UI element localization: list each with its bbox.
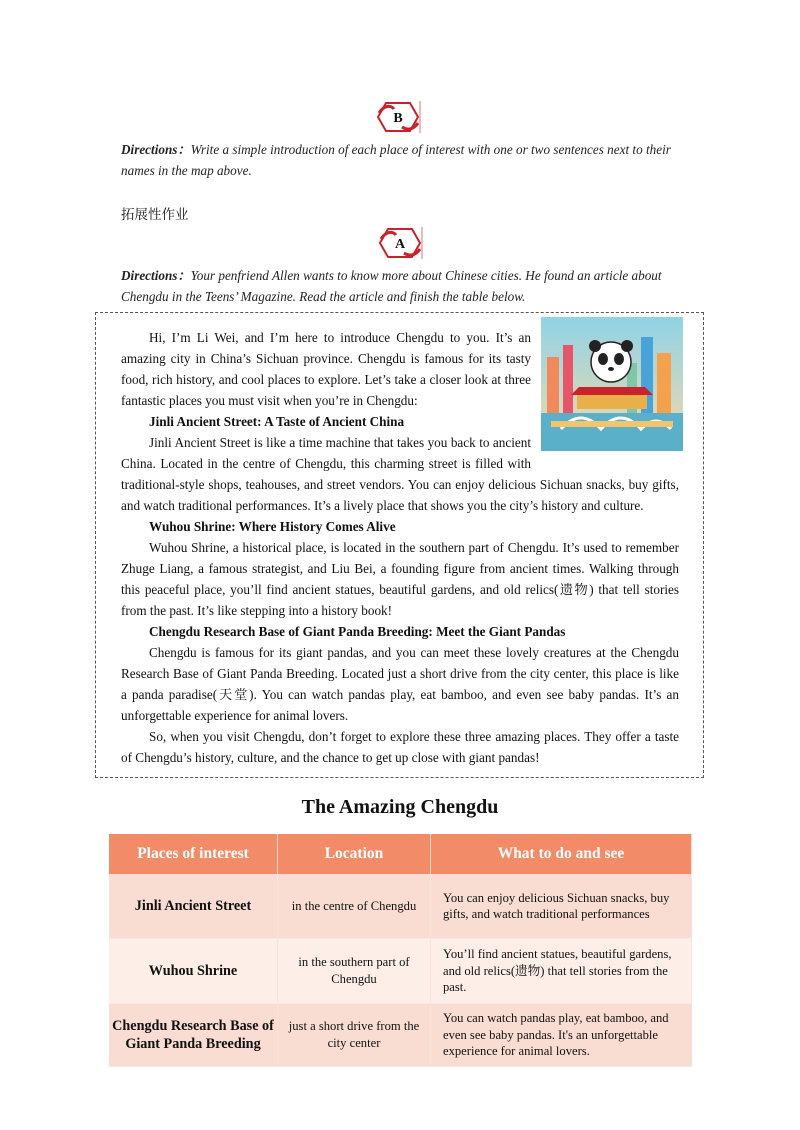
table-header-row bbox=[109, 834, 692, 874]
directions-b-text: Write a simple introduction of each place of interest with one or two sentences next to their names in the map above. bbox=[121, 142, 671, 178]
article bbox=[121, 327, 679, 768]
todo-cell: You’ll find ancient statues, beautiful gardens, and old relics(遗物) that tell stories from the past. bbox=[431, 939, 692, 1004]
place-cell: Wuhou Shrine bbox=[109, 939, 278, 1004]
location-cell: in the centre of Chengdu bbox=[278, 874, 431, 939]
info-table bbox=[109, 834, 692, 1067]
header-places: Places of interest bbox=[109, 834, 278, 874]
location-cell: just a short drive from the city center bbox=[278, 1004, 431, 1067]
directions-a bbox=[121, 265, 681, 307]
article-heading-jinli: Jinli Ancient Street: A Taste of Ancient China bbox=[149, 414, 405, 429]
directions-a-label: Directions： bbox=[121, 268, 191, 283]
badge-letter-b: B bbox=[393, 111, 403, 126]
article-heading-panda: Chengdu Research Base of Giant Panda Breeding: Meet the Giant Pandas bbox=[149, 624, 566, 639]
article-jinli: Jinli Ancient Street is like a time machine that takes you back to ancient China. Located in the centre of Chengdu, this charming street is filled with traditional-style shops, teahouses, and street vendors. You can enjoy delicious Sichuan snacks, buy gifts, and watch traditional performances. It’s a lively place that shows you the city’s history and culture. bbox=[121, 435, 679, 513]
directions-a-text: Your penfriend Allen wants to know more about Chinese cities. He found an article about Chengdu in the Teens’ Magazine. Read the article and finish the table below. bbox=[121, 268, 662, 304]
todo-cell: You can enjoy delicious Sichuan snacks, buy gifts, and watch traditional performances bbox=[431, 874, 692, 939]
place-cell: Chengdu Research Base of Giant Panda Breeding bbox=[109, 1004, 278, 1067]
article-intro: Hi, I’m Li Wei, and I’m here to introduce Chengdu to you. It’s an amazing city in China’s Sichuan province. Chengdu is famous for its tasty food, rich history, and cool places to explore. Let’s take a closer look at three fantastic places you must visit when you’re in Chengdu: bbox=[121, 330, 531, 408]
level-badge-a bbox=[378, 225, 424, 261]
table-row bbox=[109, 874, 692, 939]
section-heading: 拓展性作业 bbox=[121, 207, 189, 223]
header-todo: What to do and see bbox=[431, 834, 692, 874]
place-cell: Jinli Ancient Street bbox=[109, 874, 278, 939]
directions-b-label: Directions： bbox=[121, 142, 191, 157]
directions-b bbox=[121, 139, 681, 181]
table-row bbox=[109, 1004, 692, 1067]
article-wuhou: Wuhou Shrine, a historical place, is located in the southern part of Chengdu. It’s used to remember Zhuge Liang, a famous strategist, and Liu Bei, a founding figure from ancient times. Walking through this peaceful place, you’ll find ancient statues, beautiful gardens, and old relics(遗物) that tell stories from the past. It’s like stepping into a history book! bbox=[121, 540, 679, 618]
article-heading-wuhou: Wuhou Shrine: Where History Comes Alive bbox=[149, 519, 396, 534]
table-row bbox=[109, 939, 692, 1004]
level-badge-b bbox=[376, 99, 422, 135]
table-title: The Amazing Chengdu bbox=[301, 796, 499, 818]
article-closing: So, when you visit Chengdu, don’t forget to explore these three amazing places. They offer a taste of Chengdu’s history, culture, and the chance to get up close with giant pandas! bbox=[121, 729, 679, 765]
location-cell: in the southern part of Chengdu bbox=[278, 939, 431, 1004]
panda-city-illustration bbox=[541, 317, 683, 451]
todo-cell: You can watch pandas play, eat bamboo, and even see baby pandas. It's an unforgettable experience for animal lovers. bbox=[431, 1004, 692, 1067]
article-panda: Chengdu is famous for its giant pandas, and you can meet these lovely creatures at the Chengdu Research Base of Giant Panda Breeding. Located just a short drive from the city center, this place is like a panda paradise(天堂). You can watch pandas play, eat bamboo, and even see baby pandas. It’s an unforgettable experience for animal lovers. bbox=[121, 645, 679, 723]
badge-letter-a: A bbox=[394, 237, 406, 252]
header-location: Location bbox=[278, 834, 431, 874]
